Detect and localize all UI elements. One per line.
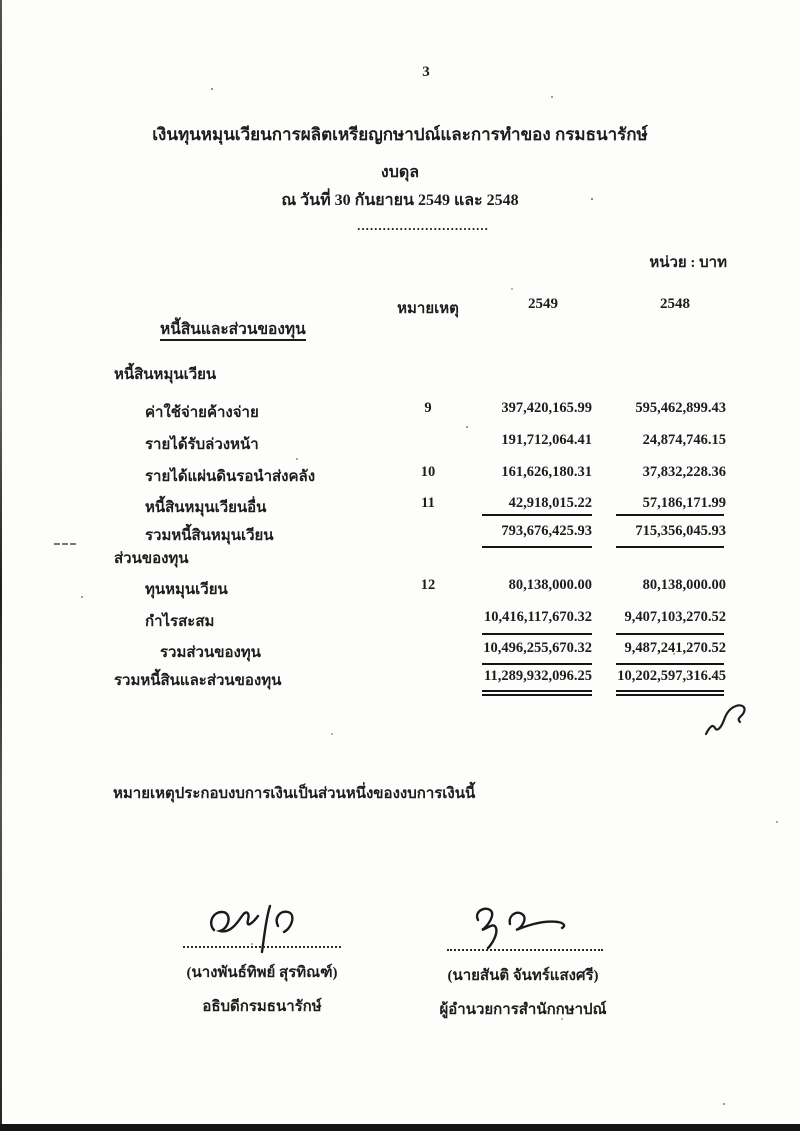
column-header-2548: 2548 — [660, 296, 690, 312]
row-amount-2548: 57,186,171.99 — [642, 495, 726, 511]
statement-name: งบดุล — [380, 164, 420, 181]
row-amount-2548: 24,874,746.15 — [642, 432, 726, 448]
table-header-row — [0, 296, 800, 318]
table-row — [0, 400, 800, 422]
subtotal-rule — [616, 663, 724, 665]
table-row — [0, 464, 800, 486]
total-row — [0, 640, 800, 662]
subtotal-rule — [616, 633, 724, 635]
total-label-current-liabilities: รวมหนี้สินหมุนเวียน — [145, 528, 274, 544]
scan-noise-specks — [211, 88, 213, 90]
grand-total-amount-2549: 11,289,932,096.25 — [484, 668, 592, 684]
row-amount-2548: 80,138,000.00 — [642, 577, 726, 593]
total-row — [0, 523, 800, 545]
signature-dotted-line — [183, 946, 341, 948]
group-heading-equity: ส่วนของทุน — [114, 551, 189, 567]
row-label: ค่าใช้จ่ายค้างจ่าย — [145, 405, 259, 421]
signature-dotted-line — [447, 949, 603, 951]
row-note: 12 — [420, 577, 436, 593]
total-amount-2548: 9,487,241,270.52 — [624, 640, 726, 656]
total-amount-2549: 10,496,255,670.32 — [483, 640, 592, 656]
signer-name: (นายสันติ จันทร์แสงศรี) — [447, 968, 599, 984]
column-header-2549: 2549 — [528, 296, 558, 312]
total-amount-2549: 793,676,425.93 — [501, 523, 592, 539]
subtotal-rule — [482, 663, 592, 665]
row-label: รายได้รับล่วงหน้า — [145, 437, 259, 453]
section-title-row — [0, 316, 800, 338]
row-amount-2549: 191,712,064.41 — [501, 432, 592, 448]
table-row — [0, 577, 800, 599]
row-amount-2548: 595,462,899.43 — [635, 400, 726, 416]
dotted-separator: ............................... — [357, 218, 489, 233]
document-title: เงินทุนหมุนเวียนการผลิตเหรียญกษาปณ์และการทำของ กรมธนารักษ์ — [152, 125, 648, 144]
row-amount-2548: 9,407,103,270.52 — [624, 609, 726, 625]
row-amount-2549: 161,626,180.31 — [501, 464, 592, 480]
row-amount-2549: 10,416,117,670.32 — [484, 609, 592, 625]
total-label-equity: รวมส่วนของทุน — [160, 645, 261, 661]
handwritten-checkmark-icon — [700, 698, 755, 740]
subtotal-rule — [482, 514, 592, 516]
subtotal-rule — [616, 514, 724, 516]
scan-edge-bottom-artifact — [0, 1124, 800, 1131]
row-amount-2549: 80,138,000.00 — [508, 577, 592, 593]
table-row — [0, 609, 800, 631]
total-amount-2548: 715,356,045.93 — [635, 523, 726, 539]
grand-total-label: รวมหนี้สินและส่วนของทุน — [114, 673, 282, 689]
signer-name: (นางพันธ์ทิพย์ สุรทิณฑ์) — [186, 965, 338, 981]
column-header-note: หมายเหตุ — [397, 301, 459, 317]
row-note: 11 — [421, 495, 435, 511]
signature-mark-icon — [462, 900, 572, 952]
grand-total-double-rule — [616, 690, 724, 696]
statement-date-line: ณ วันที่ 30 กันยายน 2549 และ 2548 — [281, 192, 519, 209]
row-amount-2548: 37,832,228.36 — [642, 464, 726, 480]
row-note: 9 — [424, 400, 432, 416]
row-label: ทุนหมุนเวียน — [145, 582, 228, 598]
group-heading-row — [0, 362, 800, 384]
row-label: รายได้แผ่นดินรอนำส่งคลัง — [145, 469, 316, 485]
unit-label: หน่วย : บาท — [649, 255, 727, 271]
row-amount-2549: 42,918,015.22 — [508, 495, 592, 511]
grand-total-amount-2548: 10,202,597,316.45 — [617, 668, 726, 684]
row-label: กำไรสะสม — [145, 614, 215, 630]
row-label: หนี้สินหมุนเวียนอื่น — [145, 500, 267, 516]
signer-title: ผู้อำนวยการสำนักกษาปณ์ — [439, 1002, 607, 1018]
table-row — [0, 432, 800, 454]
signer-title: อธิบดีกรมธนารักษ์ — [202, 999, 322, 1015]
grand-total-double-rule — [482, 690, 592, 696]
row-amount-2549: 397,420,165.99 — [501, 400, 592, 416]
page-number: 3 — [422, 64, 430, 80]
grand-total-row — [0, 668, 800, 690]
section-title-liabilities-equity: หนี้สินและส่วนของทุน — [160, 321, 306, 341]
row-note: 10 — [420, 464, 436, 480]
footnote: หมายเหตุประกอบงบการเงินเป็นส่วนหนึ่งของงบการเงินนี้ — [113, 786, 476, 802]
subtotal-rule — [482, 633, 592, 635]
group-heading-row — [0, 546, 800, 568]
group-heading-current-liabilities: หนี้สินหมุนเวียน — [114, 367, 217, 383]
